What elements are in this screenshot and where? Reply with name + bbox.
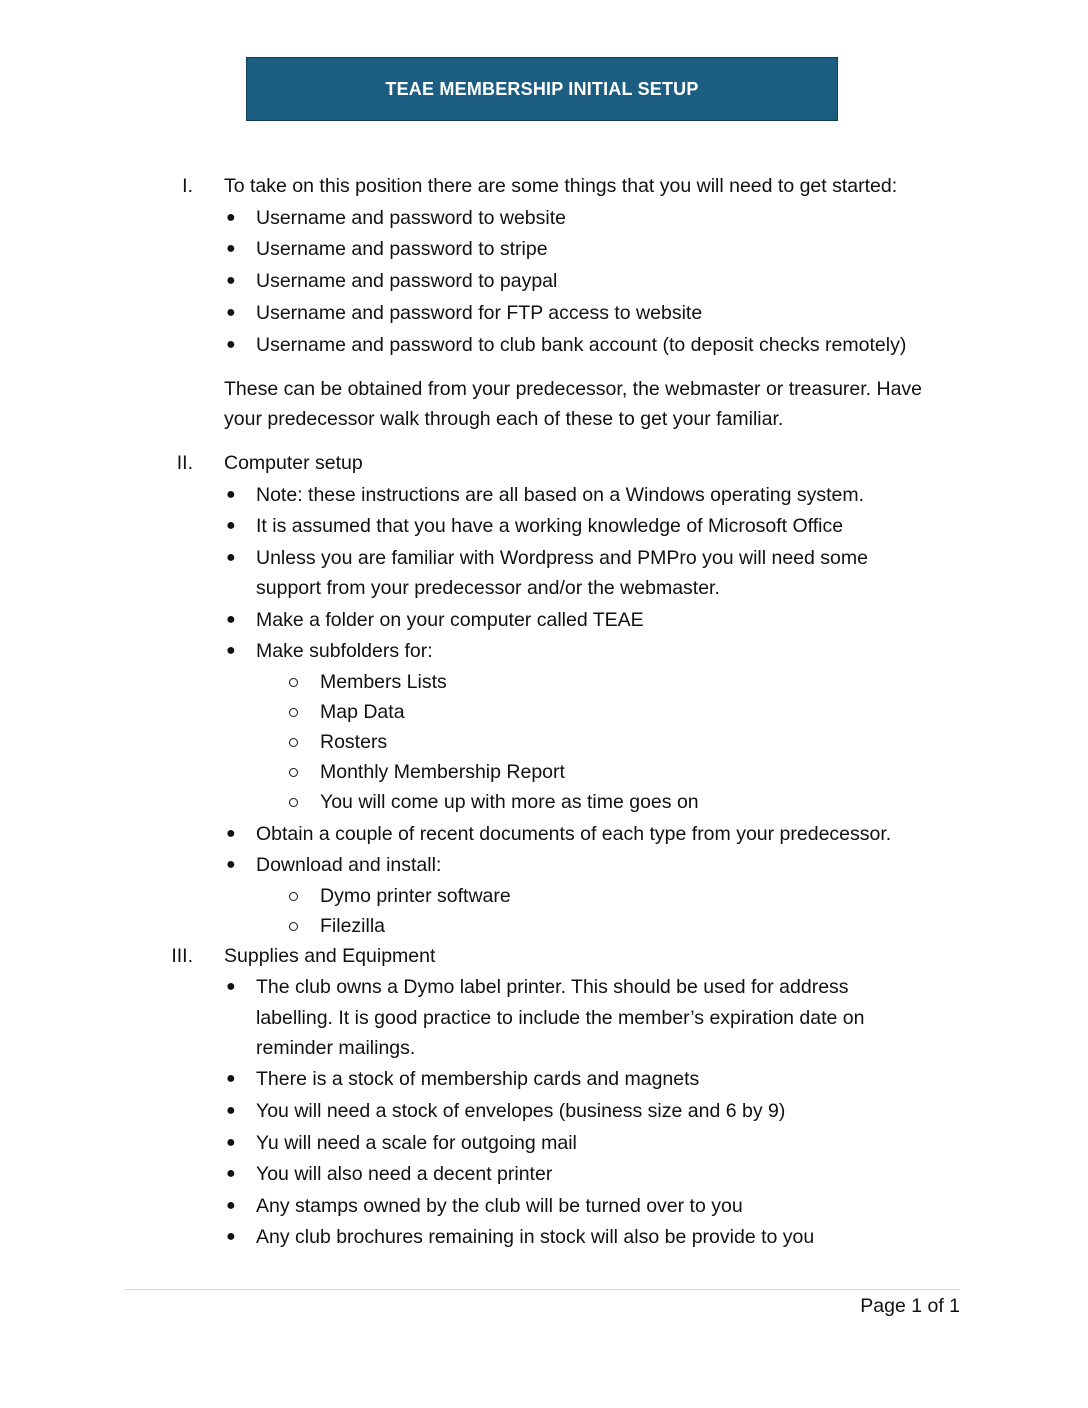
bullet-icon: ● bbox=[226, 611, 236, 628]
list-item: You will also need a decent printer bbox=[256, 1163, 553, 1185]
bullet-icon: ● bbox=[226, 642, 236, 659]
list-item-continuation: labelling. It is good practice to include the member’s expiration date on bbox=[256, 1007, 865, 1029]
list-item: Username and password to club bank account (to deposit checks remotely) bbox=[256, 334, 907, 356]
circle-bullet-icon bbox=[289, 768, 298, 777]
sub-list-item: You will come up with more as time goes on bbox=[320, 791, 699, 813]
list-item: It is assumed that you have a working knowledge of Microsoft Office bbox=[256, 515, 844, 537]
list-item: Obtain a couple of recent documents of each type from your predecessor. bbox=[256, 823, 892, 845]
list-item: Username and password to stripe bbox=[256, 238, 548, 260]
circle-bullet-icon bbox=[289, 738, 298, 747]
list-item: Unless you are familiar with Wordpress and PMPro you will need some bbox=[256, 547, 868, 569]
section-heading: Supplies and Equipment bbox=[224, 945, 436, 967]
list-item: There is a stock of membership cards and magnets bbox=[256, 1068, 700, 1090]
section-numeral: III. bbox=[171, 945, 193, 967]
list-item: Username and password to paypal bbox=[256, 270, 558, 292]
paragraph-line: your predecessor walk through each of these to get your familiar. bbox=[224, 408, 784, 430]
page-number: Page 1 of 1 bbox=[860, 1295, 960, 1317]
bullet-icon: ● bbox=[226, 1070, 236, 1087]
document-title: TEAE MEMBERSHIP INITIAL SETUP bbox=[385, 78, 699, 99]
circle-bullet-icon bbox=[289, 678, 298, 687]
section-numeral: II. bbox=[176, 452, 193, 474]
title-banner bbox=[246, 57, 838, 121]
bullet-icon: ● bbox=[226, 978, 236, 995]
paragraph-line: These can be obtained from your predecessor, the webmaster or treasurer. Have bbox=[224, 378, 923, 400]
sub-list-item: Rosters bbox=[320, 731, 388, 753]
list-item: Any stamps owned by the club will be turned over to you bbox=[256, 1195, 743, 1217]
bullet-icon: ● bbox=[226, 856, 236, 873]
list-item: Username and password for FTP access to website bbox=[256, 302, 703, 324]
circle-bullet-icon bbox=[289, 708, 298, 717]
sub-list-item: Members Lists bbox=[320, 671, 447, 693]
bullet-icon: ● bbox=[226, 549, 236, 566]
circle-bullet-icon bbox=[289, 892, 298, 901]
circle-bullet-icon bbox=[289, 922, 298, 931]
sub-list-item: Filezilla bbox=[320, 915, 386, 937]
list-item: The club owns a Dymo label printer. This should be used for address bbox=[256, 976, 849, 998]
bullet-icon: ● bbox=[226, 517, 236, 534]
bullet-icon: ● bbox=[226, 209, 236, 226]
bullet-icon: ● bbox=[226, 1197, 236, 1214]
section-heading: To take on this position there are some things that you will need to get started: bbox=[224, 175, 898, 197]
list-item: Any club brochures remaining in stock will also be provide to you bbox=[256, 1226, 815, 1248]
sub-list-item: Dymo printer software bbox=[320, 885, 511, 907]
section-numeral: I. bbox=[182, 175, 193, 197]
bullet-icon: ● bbox=[226, 336, 236, 353]
circle-bullet-icon bbox=[289, 798, 298, 807]
bullet-icon: ● bbox=[226, 825, 236, 842]
bullet-icon: ● bbox=[226, 486, 236, 503]
list-item: Username and password to website bbox=[256, 207, 566, 229]
list-item: You will need a stock of envelopes (business size and 6 by 9) bbox=[256, 1100, 786, 1122]
bullet-icon: ● bbox=[226, 304, 236, 321]
bullet-icon: ● bbox=[226, 240, 236, 257]
bullet-icon: ● bbox=[226, 1228, 236, 1245]
bullet-icon: ● bbox=[226, 1134, 236, 1151]
bullet-icon: ● bbox=[226, 1165, 236, 1182]
sub-list-item: Map Data bbox=[320, 701, 405, 723]
list-item: Make a folder on your computer called TEAE bbox=[256, 609, 644, 631]
list-item-continuation: reminder mailings. bbox=[256, 1037, 416, 1059]
list-item: Note: these instructions are all based on a Windows operating system. bbox=[256, 484, 865, 506]
bullet-icon: ● bbox=[226, 272, 236, 289]
list-item: Yu will need a scale for outgoing mail bbox=[256, 1132, 577, 1154]
footer-divider bbox=[124, 1289, 960, 1290]
list-item: Make subfolders for: bbox=[256, 640, 433, 662]
list-item: Download and install: bbox=[256, 854, 442, 876]
list-item-continuation: support from your predecessor and/or the webmaster. bbox=[256, 577, 720, 599]
sub-list-item: Monthly Membership Report bbox=[320, 761, 565, 783]
section-heading: Computer setup bbox=[224, 452, 363, 474]
bullet-icon: ● bbox=[226, 1102, 236, 1119]
